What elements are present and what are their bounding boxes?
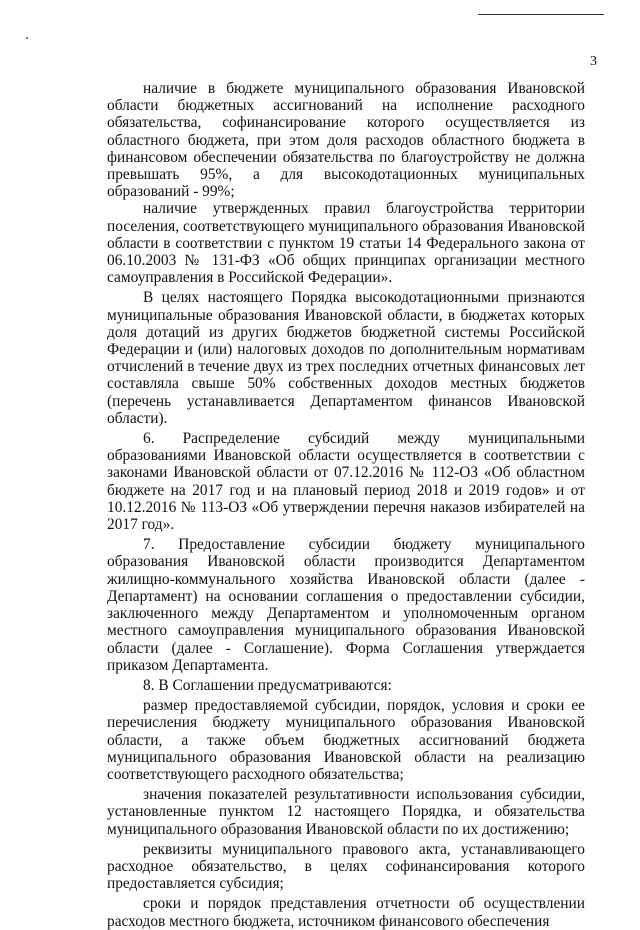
- body-text: [107, 80, 585, 930]
- paragraph: В целях настоящего Порядка высокодотационными признаются муниципальные образования Ивановской области, в бюджетах которых доля дотаций из других бюджетов бюджетной системы Российской Федерации и (или) налоговых доходов по дополнительным нормативам отчислений в течение двух из трех последних отчетных финансовых лет составляла свыше 50% собственных доходов местных бюджетов (перечень устанавливается Департаментом финансов Ивановской области).: [107, 289, 585, 427]
- scan-speck: [26, 37, 28, 39]
- paragraph: сроки и порядок представления отчетности об осуществлении расходов местного бюджета, источником финансового обеспечения: [107, 895, 585, 930]
- header-rule: [478, 14, 604, 15]
- paragraph: 8. В Соглашении предусматриваются:: [143, 676, 392, 694]
- paragraph: значения показателей результативности использования субсидии, установленные пунктом 12 настоящего Порядка, и обязательства муниципального образования Ивановской области по их достижению;: [107, 786, 585, 838]
- paragraph: наличие в бюджете муниципального образования Ивановской области бюджетных ассигнований на исполнение расходного обязательства, софинансирование которого осуществляется из областного бюджета, при этом доля расходов областного бюджета в финансовом обеспечении обязательства по благоустройству не должна превышать 95%, а для высокодотационных муниципальных образований - 99%;: [107, 80, 585, 201]
- paragraph: размер предоставляемой субсидии, порядок, условия и сроки ее перечисления бюджету муниципального образования Ивановской области, а также объем бюджетных ассигнований бюджета муниципального образования Ивановской области на реализацию соответствующего расходного обязательства;: [107, 697, 585, 783]
- paragraph: 6. Распределение субсидий между муниципальными образованиями Ивановской области осуществляется в соответствии с законами Ивановской области от 07.12.2016 № 112-ОЗ «Об областном бюджете на 2017 год и на плановый период 2018 и 2019 годов» и от 10.12.2016 № 113-ОЗ «Об утверждении перечня наказов избирателей на 2017 год».: [107, 430, 585, 534]
- page-number: 3: [590, 54, 597, 69]
- paragraph: наличие утвержденных правил благоустройства территории поселения, соответствующего муниципального образования Ивановской области в соответствии с пунктом 19 статьи 14 Федерального закона от 06.10.2003 № 131-ФЗ «Об общих принципах организации местного самоуправления в Российской Федерации».: [107, 200, 585, 287]
- paragraph: 7. Предоставление субсидии бюджету муниципального образования Ивановской области производится Департаментом жилищно-коммунального хозяйства Ивановской области (далее - Департамент) на основании соглашения о предоставлении субсидии, заключенного между Департаментом и уполномоченным органом местного самоуправления муниципального образования Ивановской области (далее - Соглашение). Форма Соглашения утверждается приказом Департамента.: [107, 536, 585, 674]
- paragraph: реквизиты муниципального правового акта, устанавливающего расходное обязательство, в целях софинансирования которого предоставляется субсидия;: [107, 840, 585, 893]
